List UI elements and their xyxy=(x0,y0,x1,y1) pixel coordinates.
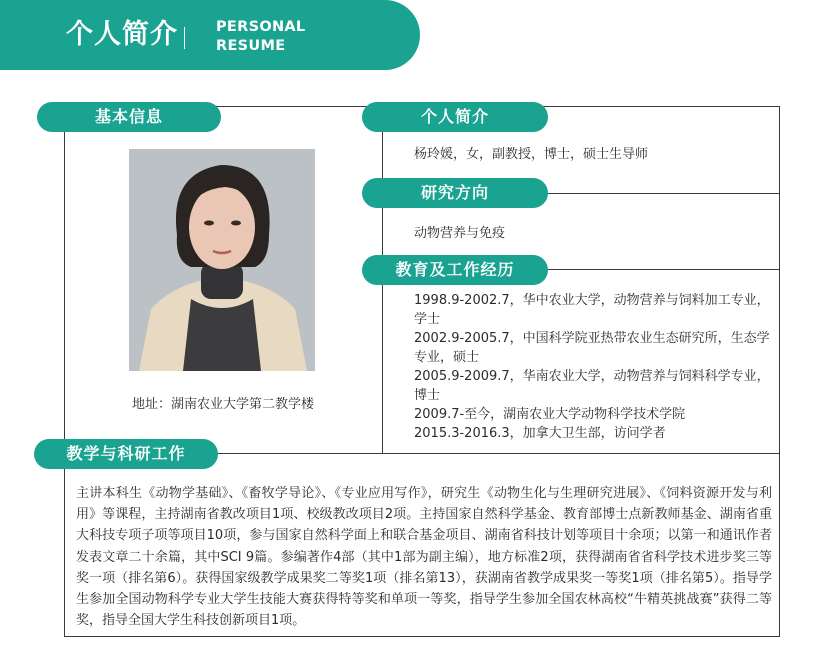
education-entry: 2009.7-至今，湖南农业大学动物科学技术学院 xyxy=(414,407,686,422)
teaching-top-border xyxy=(214,453,780,454)
education-entry: 2015.3-2016.3，加拿大卫生部，访问学者 xyxy=(414,426,666,441)
teaching-research-text: 主讲本科生《动物学基础》、《畜牧学导论》、《专业应用写作》，研究生《动物生化与生理研究进展》、《饲料资源开发与利用》等课程，主持湖南省教改项目1项、校级教改项目2项。主持国家自然科学基金、教育部博士点新教师基金、湖南省重大科技专项子项等项目10项，参与国家自然科学面上和联合基金项目、湖南省科技计划等项目十余项；以第一和通讯作者发表文章二十余篇，其中SCI 9篇。参编著作4部（其中1部为副主编），地方标准2项，获得湖南省省科学技术进步奖三等奖一项（排名第6）。获得国家级教学成果奖二等奖1项（排名第13），获湖南省教学成果奖一等奖1项（排名第5）。指导学生参加全国动物科学专业大学生技能大赛获得特等奖和单项一等奖，指导学生参加全国农林高校“牛精英挑战赛”获得二等奖，指导全国大学生科技创新项目1项。 xyxy=(76,486,772,629)
right-border xyxy=(779,106,780,453)
header-subtitle-line1: PERSONAL xyxy=(216,19,306,35)
address-text: 地址：湖南农业大学第二教学楼 xyxy=(131,397,314,412)
education-heading: 教育及工作经历 xyxy=(362,255,548,285)
portrait-illustration xyxy=(129,149,315,371)
bottom-right-border xyxy=(779,453,780,637)
profile-text: 杨玲媛，女，副教授，博士，硕士生导师 xyxy=(414,147,649,162)
bottom-left-border xyxy=(64,466,65,637)
header-banner xyxy=(0,0,420,70)
basic-info-heading: 基本信息 xyxy=(37,102,221,132)
header-subtitle-line2: RESUME xyxy=(216,38,286,54)
research-direction-text: 动物营养与免疫 xyxy=(414,226,506,241)
portrait-photo xyxy=(129,149,315,371)
header-title: 个人简介 xyxy=(66,19,178,50)
bottom-border xyxy=(64,636,780,637)
profile-heading: 个人简介 xyxy=(362,102,548,132)
research-direction-heading: 研究方向 xyxy=(362,178,548,208)
education-entry: 1998.9-2002.7，华中农业大学，动物营养与饲料加工专业，学士 xyxy=(414,293,770,327)
education-entry: 2005.9-2009.7，华南农业大学，动物营养与饲料科学专业，博士 xyxy=(414,369,770,403)
header-divider xyxy=(184,27,185,49)
header-subtitle xyxy=(216,18,305,56)
teaching-research-heading: 教学与科研工作 xyxy=(34,439,218,469)
education-list xyxy=(414,291,774,443)
education-entry: 2002.9-2005.7，中国科学院亚热带农业生态研究所，生态学专业，硕士 xyxy=(414,331,770,365)
